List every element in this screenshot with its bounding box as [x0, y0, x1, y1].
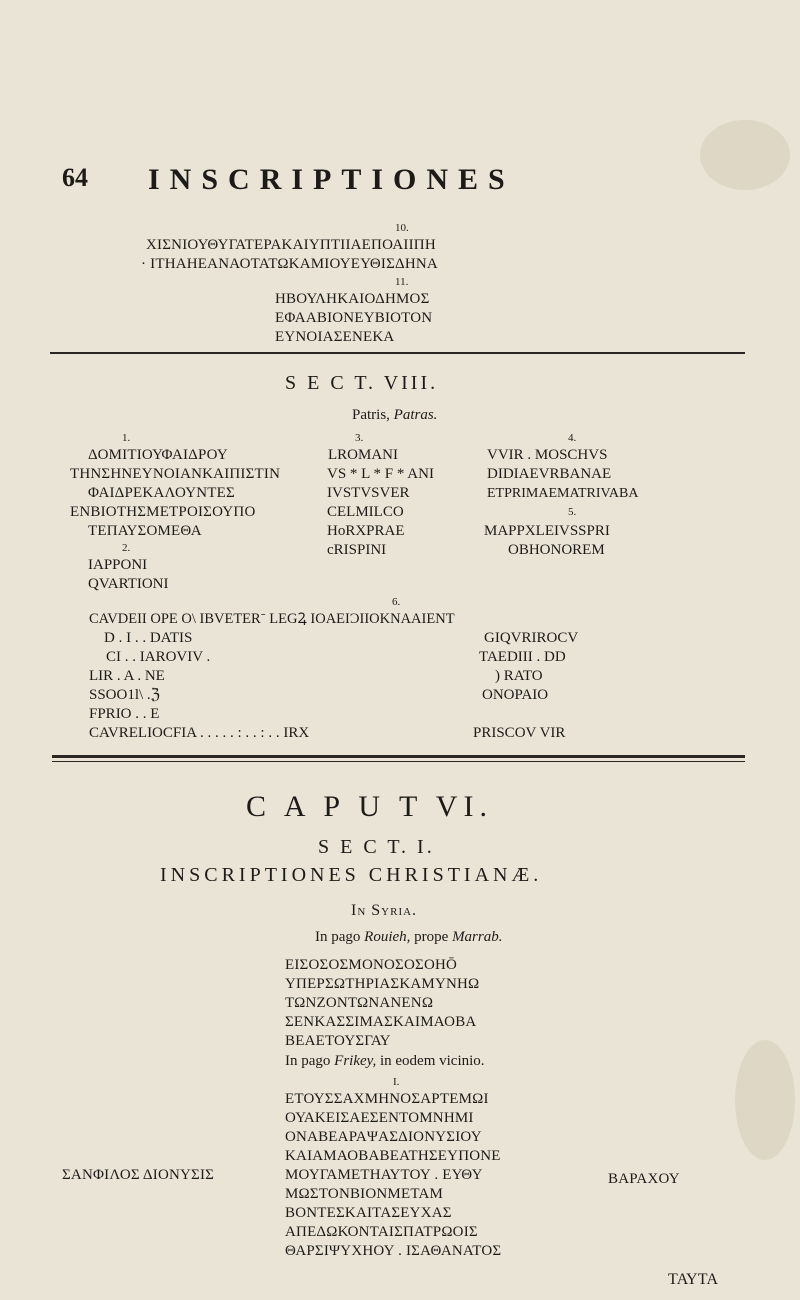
inscription-line: ΕΦΑΑΒΙΟΝΕΥΒΙΟΤΟΝ: [275, 310, 433, 326]
inscription-line: D . I . . DATIS: [104, 630, 193, 646]
inscription-line: CAVDEII ΟPE Ο\ IBVETER⁻ LEGꝜ IOAEIƆIIOKNAAIENT: [89, 611, 455, 627]
inscription-line: ΚΑΙΑΜΑΟΒΑΒΕΑΤΗΣΕΥΠΟΝΕ: [285, 1148, 501, 1164]
place-latin: Patris,: [352, 407, 390, 423]
place-ref: Marrab.: [452, 929, 503, 945]
inscription-line: LIR . A . NE: [89, 668, 165, 684]
inscription-line: ΤΕΠΑΥΣΟΜΕΘΑ: [88, 523, 202, 539]
section-rule-thin: [52, 761, 745, 762]
inscription-line: ΔΟΜΙΤΙΟΥΦΑΙΔΡΟΥ: [88, 447, 228, 463]
inscription-line: PRISCOV VIR: [473, 725, 566, 741]
inscription-line: ΦΑΙΔΡΕΚΑΛΟΥΝΤΕΣ: [88, 485, 235, 501]
inscription-number: 3.: [355, 432, 364, 444]
inscription-line: DIDIAEVRBANAE: [487, 466, 612, 482]
place-name: Frikey,: [334, 1053, 377, 1069]
inscription-line: TAEDIII . DD: [479, 649, 566, 665]
inscription-number: 2.: [122, 542, 131, 554]
inscription-line: ΤΗΝΣΗΝΕΥΝΟΙΑΝΚΑΙΠΙΣΤΙΝ: [70, 466, 281, 482]
inscription-line: ΟΥΑΚΕΙΣΑΕΣΕΝΤΟΜΝΗΜΙ: [285, 1110, 474, 1126]
inscription-number: 4.: [568, 432, 577, 444]
inscription-number: 1.: [122, 432, 131, 444]
inscription-line: cRISPINI: [327, 542, 387, 558]
chapter-heading: C A P U T VI.: [246, 790, 493, 823]
inscription-line: IAPPONI: [88, 557, 148, 573]
inscription-line: CELMILCO: [327, 504, 404, 520]
inscription-line: ΥΠΕΡΣΩΤΗΡΙΑΣΚΑΜΥΝΗΩ: [285, 976, 480, 992]
inscription-number: 11.: [395, 276, 409, 288]
inscription-line: ΤΩΝΖΟΝΤΩΝΑΝΕΝΩ: [285, 995, 434, 1011]
inscription-line: ΜΩΣΤΟΝΒΙΟΝΜΕΤΑΜ: [285, 1186, 444, 1202]
region-label: In Syria.: [351, 902, 418, 919]
section-rule: [52, 755, 745, 758]
inscription-line: ΗΒΟΥΛΗΚΑΙΟΔΗΜΟΣ: [275, 291, 430, 307]
inscription-line: SSOO1l\ .ℨ: [89, 687, 160, 703]
inscription-line: QVARTIONI: [88, 576, 169, 592]
inscription-line: FPRIO . . E: [89, 706, 160, 722]
inscription-line: OBHONOREM: [508, 542, 605, 558]
page-number: 64: [62, 163, 88, 192]
side-inscription-left: ΣΑΝΦΙΛΟΣ ΔΙΟΝΥΣΙΣ: [62, 1167, 215, 1183]
inscription-line: ΣΕΝΚΑΣΣΙΜΑΣΚΑΙΜΑΟΒΑ: [285, 1014, 477, 1030]
inscription-line: CI . . IAROVIV .: [106, 649, 211, 665]
place-prefix: In pago: [285, 1053, 331, 1069]
paper-stain: [700, 120, 790, 190]
inscription-line: ΕΙΣΟΣΟΣΜΟΝΟΣΟΣΟΗŌ: [285, 957, 458, 973]
inscription-line: MAPPXLEIVSSPRI: [484, 523, 610, 539]
inscription-line: GIQVRIROCV: [484, 630, 579, 646]
inscription-line: ΕΤΟΥΣΣΑΧΜΗΝΟΣΑΡΤΕΜΩΙ: [285, 1091, 489, 1107]
place-modern: Patras.: [393, 407, 438, 423]
inscription-line: LROMANI: [328, 447, 398, 463]
inscription-line: ΧΙΣΝΙΟΥΘΥΓΑΤΕΡΑΚΑΙΥΠΤΙΙΑΕΠΟΑΙΙΠΗ: [146, 237, 436, 253]
place-name: Rouieh,: [364, 929, 411, 945]
inscription-number: 10.: [395, 222, 409, 234]
inscription-line: ΘΑΡΣΙΨΥΧΗΟΥ . ΙΣΑΘΑΝΑΤΟΣ: [285, 1243, 502, 1259]
section-heading: S E C T. I.: [318, 836, 435, 858]
inscription-line: ONOPAIO: [482, 687, 549, 703]
inscription-line: CAVRELIOCFIA . . . . . : . . : . . IRX: [89, 725, 310, 741]
place-rest: in eodem vicinio.: [379, 1053, 485, 1069]
inscription-line: ΑΠΕΔΩΚΟΝΤΑΙΣΠΑΤΡΩΟΙΣ: [285, 1224, 478, 1240]
inscription-number: 5.: [568, 506, 577, 518]
place-mid: prope: [414, 929, 449, 945]
inscription-line: ETPRIMAEMATRIVABA: [487, 486, 639, 501]
inscription-line: ΕΝΒΙΟΤΗΣΜΕΤΡΟΙΣΟΥΠΟ: [70, 504, 256, 520]
inscription-line: VS * L * F * ANI: [327, 466, 434, 482]
paper-stain: [735, 1040, 795, 1160]
inscription-line: ΒΟΝΤΕΣΚΑΙΤΑΣΕΥΧΑΣ: [285, 1205, 452, 1221]
section-heading: S E C T. VIII.: [285, 372, 439, 394]
catchword: ΤΑΥΤΑ: [668, 1271, 719, 1288]
inscription-line: ΕΥΝΟΙΑΣΕΝΕΚΑ: [275, 329, 395, 345]
inscription-line: ΟΝΑΒΕΑΡΑΨΑΣΔΙΟΝΥΣΙΟΥ: [285, 1129, 482, 1145]
inscription-number: I.: [393, 1076, 400, 1088]
place-label: [315, 928, 502, 947]
inscription-line: ΜΟΥΓΑΜΕΤΗΑΥΤΟΥ . ΕΥΘΥ: [285, 1167, 483, 1183]
inscription-line: VVIR . MOSCHVS: [487, 447, 608, 463]
inscription-number: 6.: [392, 596, 401, 608]
place-label: [285, 1052, 485, 1071]
inscription-line: ) RATO: [495, 668, 543, 684]
section-rule: [50, 352, 745, 354]
inscription-line: HoRXPRAE: [327, 523, 405, 539]
inscription-line: ΒΕΑΕΤΟΥΣΓΑΥ: [285, 1033, 391, 1049]
place-prefix: In pago: [315, 929, 361, 945]
inscription-line: IVSTVSVER: [327, 485, 410, 501]
inscription-line: · ΙΤΗΑΗΕΑΝΑΟΤΑΤΩΚΑΜΙΟΥΕΥΘΙΣΔΗΝΑ: [141, 256, 438, 272]
running-title: INSCRIPTIONES: [148, 163, 515, 196]
side-inscription-right: ΒΑΡΑΧΟΥ: [608, 1171, 680, 1187]
subject-heading: INSCRIPTIONES CHRISTIANÆ.: [160, 864, 543, 886]
place-label: [352, 406, 437, 425]
